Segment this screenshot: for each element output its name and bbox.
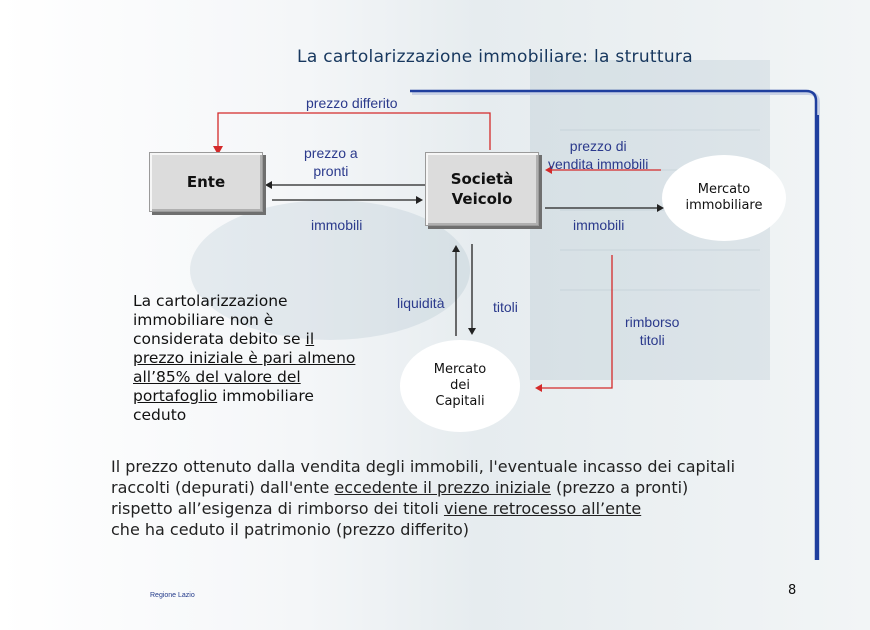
label-prezzo-a-pronti: prezzo a pronti <box>304 145 358 179</box>
page-title: La cartolarizzazione immobiliare: la struttura <box>297 47 693 67</box>
node-mercato-immobiliare: Mercato immobiliare <box>662 155 786 241</box>
label-titoli: titoli <box>493 299 518 315</box>
description-paragraph: Il prezzo ottenuto dalla vendita degli immobili, l'eventuale incasso dei capitali raccolti (depurati) dall'ente eccedente il prezzo iniziale (prezzo a pronti) rispetto all’esigenza di rimborso dei titoli viene retrocesso all’ente che ha ceduto il patrimonio (prezzo differito) <box>111 457 736 539</box>
page-number: 8 <box>788 583 797 598</box>
node-mercato-capitali: Mercato dei Capitali <box>400 340 520 432</box>
footer-brand-logo: Regione Lazio <box>150 592 195 599</box>
label-prezzo-differito: prezzo differito <box>306 95 398 111</box>
label-rimborso-titoli: rimborso titoli <box>625 314 680 348</box>
label-prezzo-vendita: prezzo di vendita immobili <box>548 138 649 172</box>
node-ente: Ente <box>149 152 263 212</box>
node-societa-veicolo: Società Veicolo <box>425 152 539 226</box>
label-immobili-right: immobili <box>573 217 625 233</box>
note-debito: La cartolarizzazione immobiliare non è considerata debito se il prezzo iniziale è pari almeno all’85% del valore del portafoglio immobiliare ceduto <box>133 292 356 424</box>
label-immobili-left: immobili <box>311 217 363 233</box>
label-liquidita: liquidità <box>397 295 445 311</box>
